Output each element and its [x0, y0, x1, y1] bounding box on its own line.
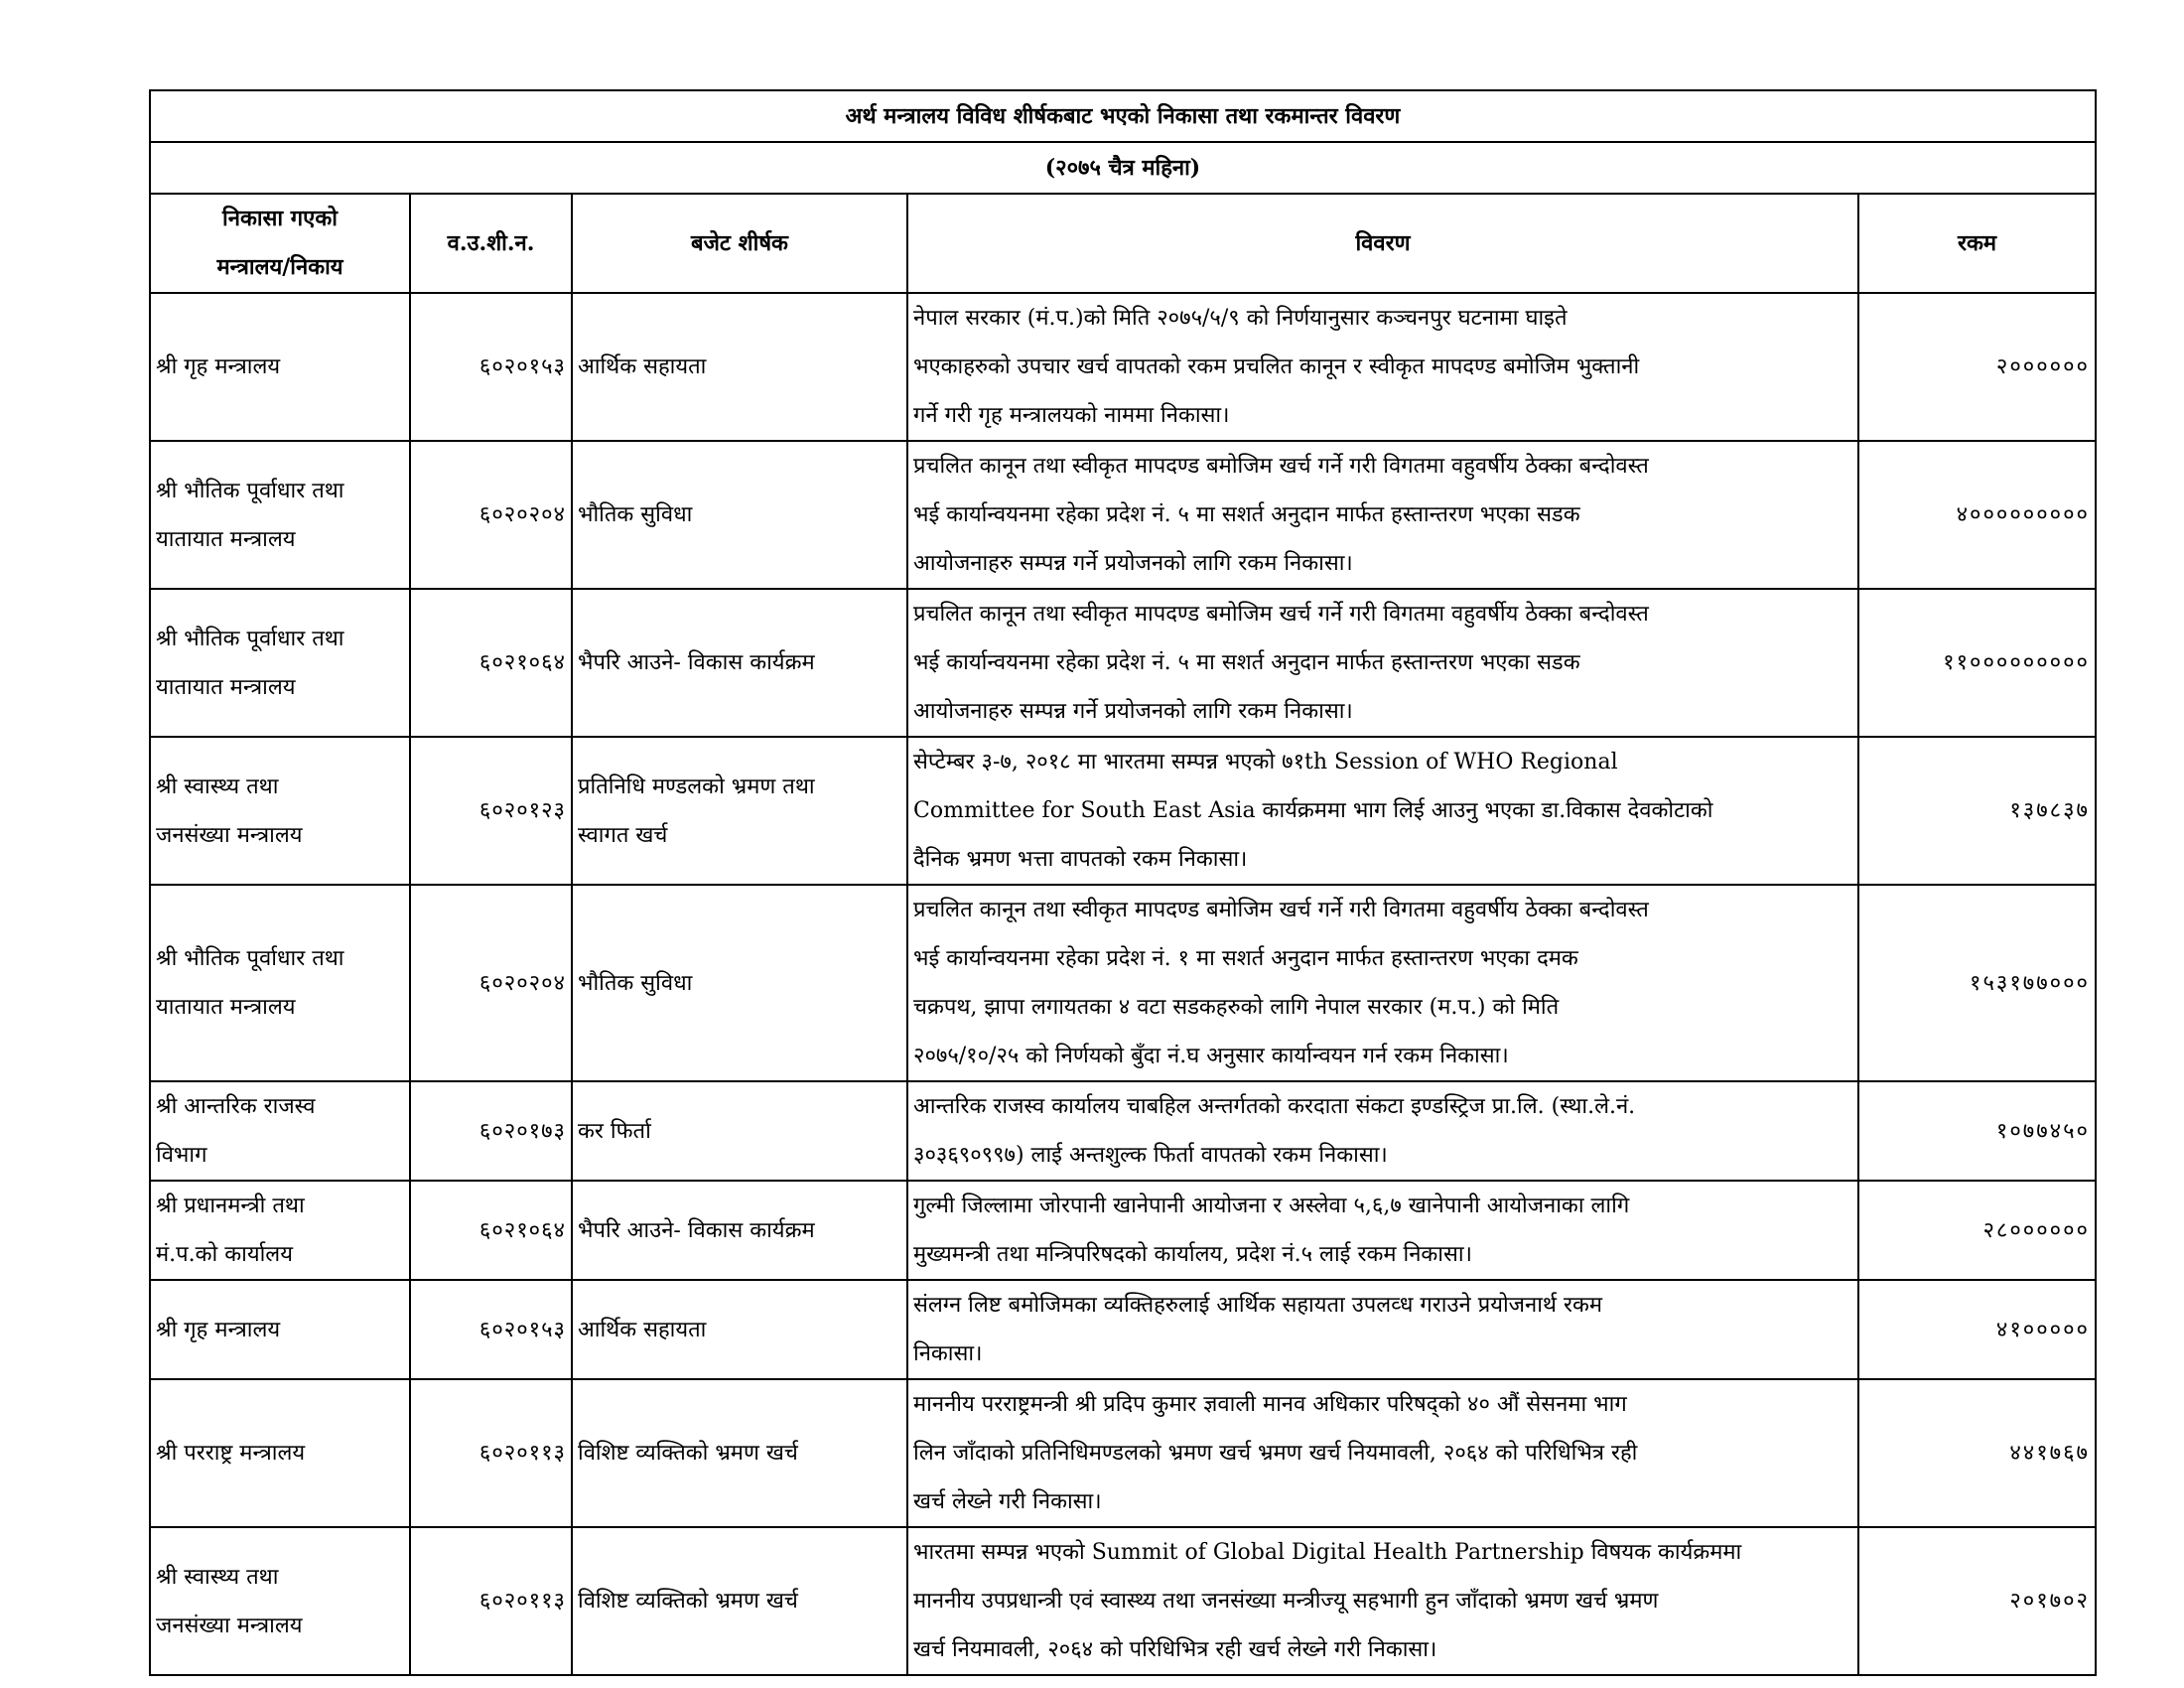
description-line: माननीय उपप्रधान्त्री एवं स्वास्थ्य तथा जनसंख्या मन्त्रीज्यू सहभागी हुन जाँदाको भ्रमण खर्च भ्रमण — [913, 1589, 1659, 1614]
document-subtitle: (२०७५ चैत्र महिना) — [150, 142, 2096, 194]
ministry-name-line: श्री स्वास्थ्य तथा — [156, 1564, 279, 1590]
description-line: २०७५/१०/२५ को निर्णयको बुँदा नं.घ अनुसार कार्यान्वयन गर्न रकम निकासा। — [913, 1044, 1509, 1068]
description-line: निकासा। — [913, 1341, 983, 1366]
amount-cell: ४४१७६७ — [1858, 1379, 2096, 1527]
ministry-name-line: श्री परराष्ट्र मन्त्रालय — [156, 1441, 306, 1466]
description-line: दैनिक भ्रमण भत्ता वापतको रकम निकासा। — [913, 847, 1248, 872]
budget-code-cell: ६०२०२०४ — [410, 441, 572, 589]
ministry-name-line: श्री भौतिक पूर्वाधार तथा — [156, 626, 344, 651]
budget-head-cell — [572, 1379, 907, 1527]
description-line: मुख्यमन्त्री तथा मन्त्रिपरिषदको कार्यालय, प्रदेश नं.५ लाई रकम निकासा। — [913, 1242, 1472, 1267]
ministry-name-line: श्री स्वास्थ्य तथा — [156, 774, 279, 799]
description-cell — [907, 1081, 1858, 1181]
budget-head-line: प्रतिनिधि मण्डलको भ्रमण तथा — [578, 774, 815, 799]
ministry-name-line: श्री भौतिक पूर्वाधार तथा — [156, 946, 344, 971]
description-line: गुल्मी जिल्लामा जोरपानी खानेपानी आयोजना र अस्लेवा ५,६,७ खानेपानी आयोजनाका लागि — [913, 1194, 1630, 1218]
header-description: विवरण — [907, 194, 1858, 293]
ministry-name-line: जनसंख्या मन्त्रालय — [156, 1613, 303, 1638]
budget-head-line: विशिष्ट व्यक्तिको भ्रमण खर्च — [578, 1441, 798, 1466]
ministry-name-line: विभाग — [156, 1143, 207, 1168]
ministry-name-line: यातायात मन्त्रालय — [156, 674, 296, 700]
description-cell — [907, 441, 1858, 589]
description-line: भई कार्यान्वयनमा रहेका प्रदेश नं. ५ मा सशर्त अनुदान मार्फत हस्तान्तरण भएका सडक — [913, 502, 1580, 527]
amount-cell: १५३१७७००० — [1858, 885, 2096, 1081]
description-line: भई कार्यान्वयनमा रहेका प्रदेश नं. ५ मा सशर्त अनुदान मार्फत हस्तान्तरण भएका सडक — [913, 650, 1580, 675]
budget-code-cell: ६०२१०६४ — [410, 589, 572, 737]
table-row — [150, 1181, 2096, 1280]
budget-code-cell: ६०२०२०४ — [410, 885, 572, 1081]
description-cell — [907, 293, 1858, 441]
description-cell — [907, 1527, 1858, 1675]
budget-head-line: आर्थिक सहायता — [578, 354, 707, 379]
ministry-name-line: श्री प्रधानमन्त्री तथा — [156, 1194, 305, 1218]
budget-head-cell — [572, 589, 907, 737]
ministry-cell — [150, 293, 410, 441]
disbursement-table — [149, 89, 2097, 1676]
description-line: आयोजनाहरु सम्पन्न गर्ने प्रयोजनको लागि रकम निकासा। — [913, 551, 1353, 576]
subtitle-row — [150, 142, 2096, 194]
budget-head-cell — [572, 885, 907, 1081]
ministry-cell — [150, 885, 410, 1081]
ministry-name-line: मं.प.को कार्यालय — [156, 1242, 293, 1267]
ministry-name-line: श्री गृह मन्त्रालय — [156, 354, 281, 379]
amount-cell: १३७८३७ — [1858, 737, 2096, 885]
description-cell — [907, 1280, 1858, 1379]
header-ministry — [150, 194, 410, 293]
header-code: व.उ.शी.न. — [410, 194, 572, 293]
document-title: अर्थ मन्त्रालय विविध शीर्षकबाट भएको निकासा तथा रकमान्तर विवरण — [150, 90, 2096, 142]
budget-head-line: आर्थिक सहायता — [578, 1317, 707, 1342]
description-cell — [907, 737, 1858, 885]
table-body — [150, 90, 2096, 1675]
budget-head-cell — [572, 441, 907, 589]
description-line: आयोजनाहरु सम्पन्न गर्ने प्रयोजनको लागि रकम निकासा। — [913, 699, 1353, 724]
description-cell — [907, 1181, 1858, 1280]
table-row — [150, 1527, 2096, 1675]
amount-cell: १०७७४५० — [1858, 1081, 2096, 1181]
ministry-cell — [150, 1181, 410, 1280]
header-ministry-line2: मन्त्रालय/निकाय — [216, 254, 343, 280]
description-cell — [907, 1379, 1858, 1527]
description-line: संलग्न लिष्ट बमोजिमका व्यक्तिहरुलाई आर्थिक सहायता उपलव्ध गराउने प्रयोजनार्थ रकम — [913, 1293, 1603, 1318]
description-line: प्रचलित कानून तथा स्वीकृत मापदण्ड बमोजिम खर्च गर्ने गरी विगतमा वहुवर्षीय ठेक्का बन्दोवस्त — [913, 898, 1649, 922]
ministry-name-line: जनसंख्या मन्त्रालय — [156, 822, 303, 848]
table-row — [150, 1081, 2096, 1181]
description-line: भई कार्यान्वयनमा रहेका प्रदेश नं. १ मा सशर्त अनुदान मार्फत हस्तान्तरण भएका दमक — [913, 946, 1578, 971]
description-line: गर्ने गरी गृह मन्त्रालयको नाममा निकासा। — [913, 403, 1230, 428]
budget-head-cell — [572, 293, 907, 441]
amount-cell: ४१००००० — [1858, 1280, 2096, 1379]
budget-code-cell: ६०२०१५३ — [410, 293, 572, 441]
budget-code-cell: ६०२१०६४ — [410, 1181, 572, 1280]
amount-cell: ४००००००००० — [1858, 441, 2096, 589]
description-cell — [907, 885, 1858, 1081]
header-ministry-line1: निकासा गएको — [222, 206, 338, 231]
budget-head-cell — [572, 1081, 907, 1181]
table-row — [150, 1280, 2096, 1379]
amount-cell: २८०००००० — [1858, 1181, 2096, 1280]
amount-cell: ११००००००००० — [1858, 589, 2096, 737]
table-row — [150, 1379, 2096, 1527]
budget-head-line: भैपरि आउने- विकास कार्यक्रम — [578, 650, 815, 675]
budget-head-line: भैपरि आउने- विकास कार्यक्रम — [578, 1217, 815, 1243]
description-line: प्रचलित कानून तथा स्वीकृत मापदण्ड बमोजिम खर्च गर्ने गरी विगतमा वहुवर्षीय ठेक्का बन्दोवस्त — [913, 454, 1649, 479]
budget-code-cell: ६०२०११३ — [410, 1379, 572, 1527]
budget-code-cell: ६०२०१७३ — [410, 1081, 572, 1181]
description-cell — [907, 589, 1858, 737]
description-line: नेपाल सरकार (मं.प.)को मिति २०७५/५/९ को निर्णयानुसार कञ्चनपुर घटनामा घाइते — [913, 306, 1568, 331]
description-line: आन्तरिक राजस्व कार्यालय चाबहिल अन्तर्गतको करदाता संकटा इण्डस्ट्रिज प्रा.लि. (स्था.ले.नं. — [913, 1094, 1636, 1119]
budget-head-line: भौतिक सुविधा — [578, 970, 693, 996]
description-line: भएकाहरुको उपचार खर्च वापतको रकम प्रचलित कानून र स्वीकृत मापदण्ड बमोजिम भुक्तानी — [913, 354, 1640, 379]
budget-head-cell — [572, 1280, 907, 1379]
amount-cell: २०००००० — [1858, 293, 2096, 441]
description-line: खर्च नियमावली, २०६४ को परिधिभित्र रही खर्च लेख्ने गरी निकासा। — [913, 1637, 1437, 1662]
description-line: लिन जाँदाको प्रतिनिधिमण्डलको भ्रमण खर्च भ्रमण खर्च नियमावली, २०६४ को परिधिभित्र रही — [913, 1441, 1638, 1466]
ministry-cell — [150, 589, 410, 737]
budget-head-line: कर फिर्ता — [578, 1118, 651, 1144]
header-budget-head: बजेट शीर्षक — [572, 194, 907, 293]
header-amount: रकम — [1858, 194, 2096, 293]
amount-cell: २०१७०२ — [1858, 1527, 2096, 1675]
ministry-cell — [150, 1081, 410, 1181]
ministry-cell — [150, 1527, 410, 1675]
title-row — [150, 90, 2096, 142]
ministry-name-line: श्री भौतिक पूर्वाधार तथा — [156, 478, 344, 503]
table-row — [150, 441, 2096, 589]
budget-code-cell: ६०२०१२३ — [410, 737, 572, 885]
table-row — [150, 885, 2096, 1081]
description-line: भारतमा सम्पन्न भएको Summit of Global Digital Health Partnership विषयक कार्यक्रममा — [913, 1540, 1742, 1565]
budget-head-cell — [572, 1181, 907, 1280]
description-line: सेप्टेम्बर ३-७, २०१८ मा भारतमा सम्पन्न भएको ७१th Session of WHO Regional — [913, 750, 1618, 774]
budget-head-line: स्वागत खर्च — [578, 822, 668, 848]
ministry-name-line: यातायात मन्त्रालय — [156, 526, 296, 552]
ministry-name-line: श्री गृह मन्त्रालय — [156, 1317, 281, 1342]
ministry-cell — [150, 1280, 410, 1379]
description-line: माननीय परराष्ट्रमन्त्री श्री प्रदिप कुमार ज्ञवाली मानव अधिकार परिषद्को ४० औं सेसनमा भाग — [913, 1392, 1627, 1417]
description-line: खर्च लेख्ने गरी निकासा। — [913, 1489, 1102, 1514]
table-row — [150, 293, 2096, 441]
budget-head-cell — [572, 1527, 907, 1675]
table-row — [150, 737, 2096, 885]
budget-head-cell — [572, 737, 907, 885]
description-line: ३०३६९०९९७) लाई अन्तशुल्क फिर्ता वापतको रकम निकासा। — [913, 1143, 1388, 1168]
table-row — [150, 589, 2096, 737]
budget-code-cell: ६०२०१५३ — [410, 1280, 572, 1379]
header-row — [150, 194, 2096, 293]
ministry-name-line: श्री आन्तरिक राजस्व — [156, 1094, 316, 1119]
description-line: चक्रपथ, झापा लगायतका ४ वटा सडकहरुको लागि नेपाल सरकार (म.प.) को मिति — [913, 995, 1560, 1020]
budget-code-cell: ६०२०११३ — [410, 1527, 572, 1675]
description-line: Committee for South East Asia कार्यक्रममा भाग लिई आउनु भएका डा.विकास देवकोटाको — [913, 798, 1713, 823]
budget-head-line: भौतिक सुविधा — [578, 502, 693, 527]
description-line: प्रचलित कानून तथा स्वीकृत मापदण्ड बमोजिम खर्च गर्ने गरी विगतमा वहुवर्षीय ठेक्का बन्दोवस्त — [913, 602, 1649, 627]
ministry-name-line: यातायात मन्त्रालय — [156, 995, 296, 1020]
ministry-cell — [150, 737, 410, 885]
budget-head-line: विशिष्ट व्यक्तिको भ्रमण खर्च — [578, 1589, 798, 1614]
ministry-cell — [150, 1379, 410, 1527]
ministry-cell — [150, 441, 410, 589]
